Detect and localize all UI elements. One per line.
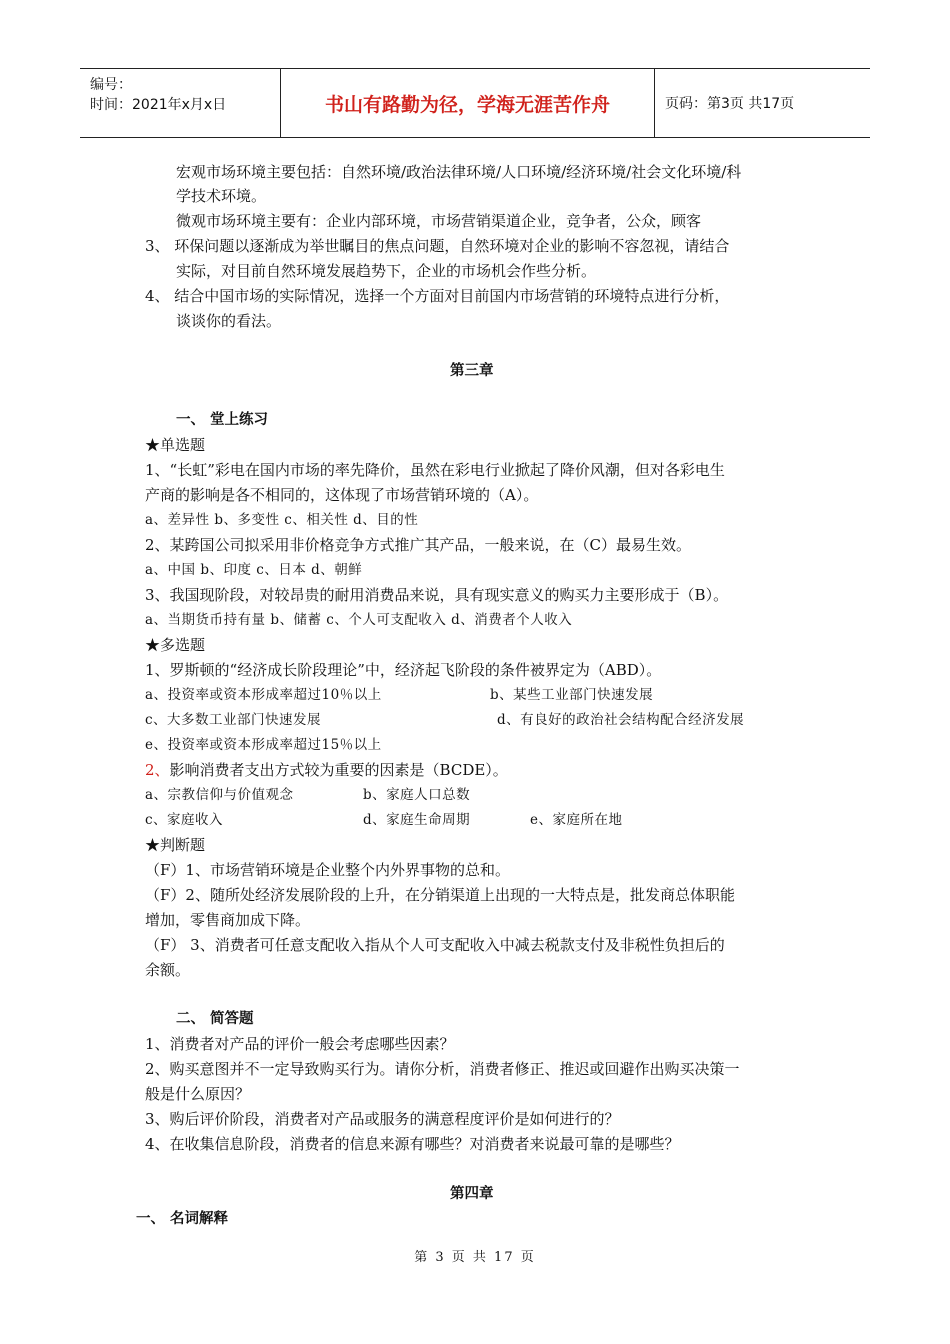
multi-q1-option-c: c、大多数工业部门快速发展 <box>145 712 322 728</box>
multi-q1-option-a: a、投资率或资本形成率超过10％以上 <box>145 687 382 703</box>
judge-q2-line-1: （F）2、随所处经济发展阶段的上升，在分销渠道上出现的一大特点是，批发商总体职能 <box>145 886 735 904</box>
multi-q2-option-a: a、宗教信仰与价值观念 <box>145 787 294 803</box>
section-in-class-practice: 一、 堂上练习 <box>176 412 269 428</box>
single-q1-line-1: 1、“长虹”彩电在国内市场的率先降价，虽然在彩电行业掀起了降价风潮，但对各彩电生 <box>145 461 725 479</box>
multi-q2-number: 2、 <box>145 761 170 779</box>
single-choice-label: ★单选题 <box>145 436 206 454</box>
single-q1-options: a、差异性 b、多变性 c、相关性 d、目的性 <box>145 512 419 528</box>
multi-q2-text: 影响消费者支出方式较为重要的因素是（BCDE）。 <box>169 761 508 779</box>
multi-q1-option-b: b、某些工业部门快速发展 <box>490 687 654 703</box>
single-q3: 3、我国现阶段，对较昂贵的耐用消费品来说，具有现实意义的购买力主要形成于（B）。 <box>145 586 729 604</box>
page-header <box>80 68 870 138</box>
single-q2-options: a、中国 b、印度 c、日本 d、朝鲜 <box>145 562 363 578</box>
header-meta <box>80 69 280 137</box>
true-false-label: ★判断题 <box>145 836 206 854</box>
chapter-4-title: 第四章 <box>450 1186 494 1202</box>
judge-q3-line-2: 余额。 <box>145 961 191 979</box>
section-short-answer: 二、 简答题 <box>176 1011 254 1027</box>
short-answer-q1: 1、消费者对产品的评价一般会考虑哪些因素？ <box>145 1035 455 1053</box>
judge-q1: （F）1、市场营销环境是企业整个内外界事物的总和。 <box>145 861 510 879</box>
multi-q1-option-d: d、有良好的政治社会结构配合经济发展 <box>497 712 745 728</box>
header-page-info: 页码：第3页 共17页 <box>665 96 795 112</box>
macro-env-line-2: 学技术环境。 <box>176 187 267 205</box>
chapter-3-title: 第三章 <box>450 363 494 379</box>
multi-q2-option-b: b、家庭人口总数 <box>363 787 471 803</box>
question-3-line-2: 实际，对目前自然环境发展趋势下，企业的市场机会作些分析。 <box>176 262 597 280</box>
document-date: 时间：2021年x月x日 <box>90 97 227 113</box>
header-motto: 书山有路勤为径，学海无涯苦作舟 <box>280 69 655 137</box>
short-answer-q2-line-1: 2、购买意图并不一定导致购买行为。请你分析，消费者修正、推迟或回避作出购买决策一 <box>145 1060 740 1078</box>
multi-q2 <box>145 760 508 780</box>
question-4-line-1: 4、 结合中国市场的实际情况，选择一个方面对目前国内市场营销的环境特点进行分析， <box>145 287 730 305</box>
document-number: 编号： <box>90 77 132 93</box>
multi-q2-option-e: e、家庭所在地 <box>530 812 623 828</box>
judge-q2-line-2: 增加，零售商加成下降。 <box>145 911 311 929</box>
section-term-definitions: 一、 名词解释 <box>136 1211 229 1227</box>
single-q3-options: a、当期货币持有量 b、储蓄 c、个人可支配收入 d、消费者个人收入 <box>145 612 573 628</box>
short-answer-q4: 4、在收集信息阶段，消费者的信息来源有哪些？对消费者来说最可靠的是哪些？ <box>145 1135 680 1153</box>
question-4-line-2: 谈谈你的看法。 <box>176 312 282 330</box>
multi-q1: 1、罗斯顿的“经济成长阶段理论”中，经济起飞阶段的条件被界定为（ABD）。 <box>145 661 662 679</box>
single-q1-line-2: 产商的影响是各不相同的，这体现了市场营销环境的（A）。 <box>145 486 539 504</box>
judge-q3-line-1: （F） 3、消费者可任意支配收入指从个人可支配收入中减去税款支付及非税性负担后的 <box>145 936 725 954</box>
multiple-choice-label: ★多选题 <box>145 636 206 654</box>
short-answer-q3: 3、购后评价阶段，消费者对产品或服务的满意程度评价是如何进行的？ <box>145 1110 620 1128</box>
macro-env-line-1: 宏观市场环境主要包括：自然环境/政治法律环境/人口环境/经济环境/社会文化环境/科 <box>176 163 742 181</box>
question-3-line-1: 3、 环保问题以逐渐成为举世瞩目的焦点问题，自然环境对企业的影响不容忽视，请结合 <box>145 237 730 255</box>
page-footer: 第 3 页 共 17 页 <box>414 1250 536 1265</box>
micro-env-line: 微观市场环境主要有：企业内部环境，市场营销渠道企业，竞争者，公众，顾客 <box>176 212 702 230</box>
short-answer-q2-line-2: 般是什么原因？ <box>145 1085 251 1103</box>
single-q2: 2、某跨国公司拟采用非价格竞争方式推广其产品，一般来说，在（C）最易生效。 <box>145 536 692 554</box>
multi-q2-option-d: d、家庭生命周期 <box>363 812 471 828</box>
multi-q2-option-c: c、家庭收入 <box>145 812 224 828</box>
multi-q1-option-e: e、投资率或资本形成率超过15％以上 <box>145 737 382 753</box>
